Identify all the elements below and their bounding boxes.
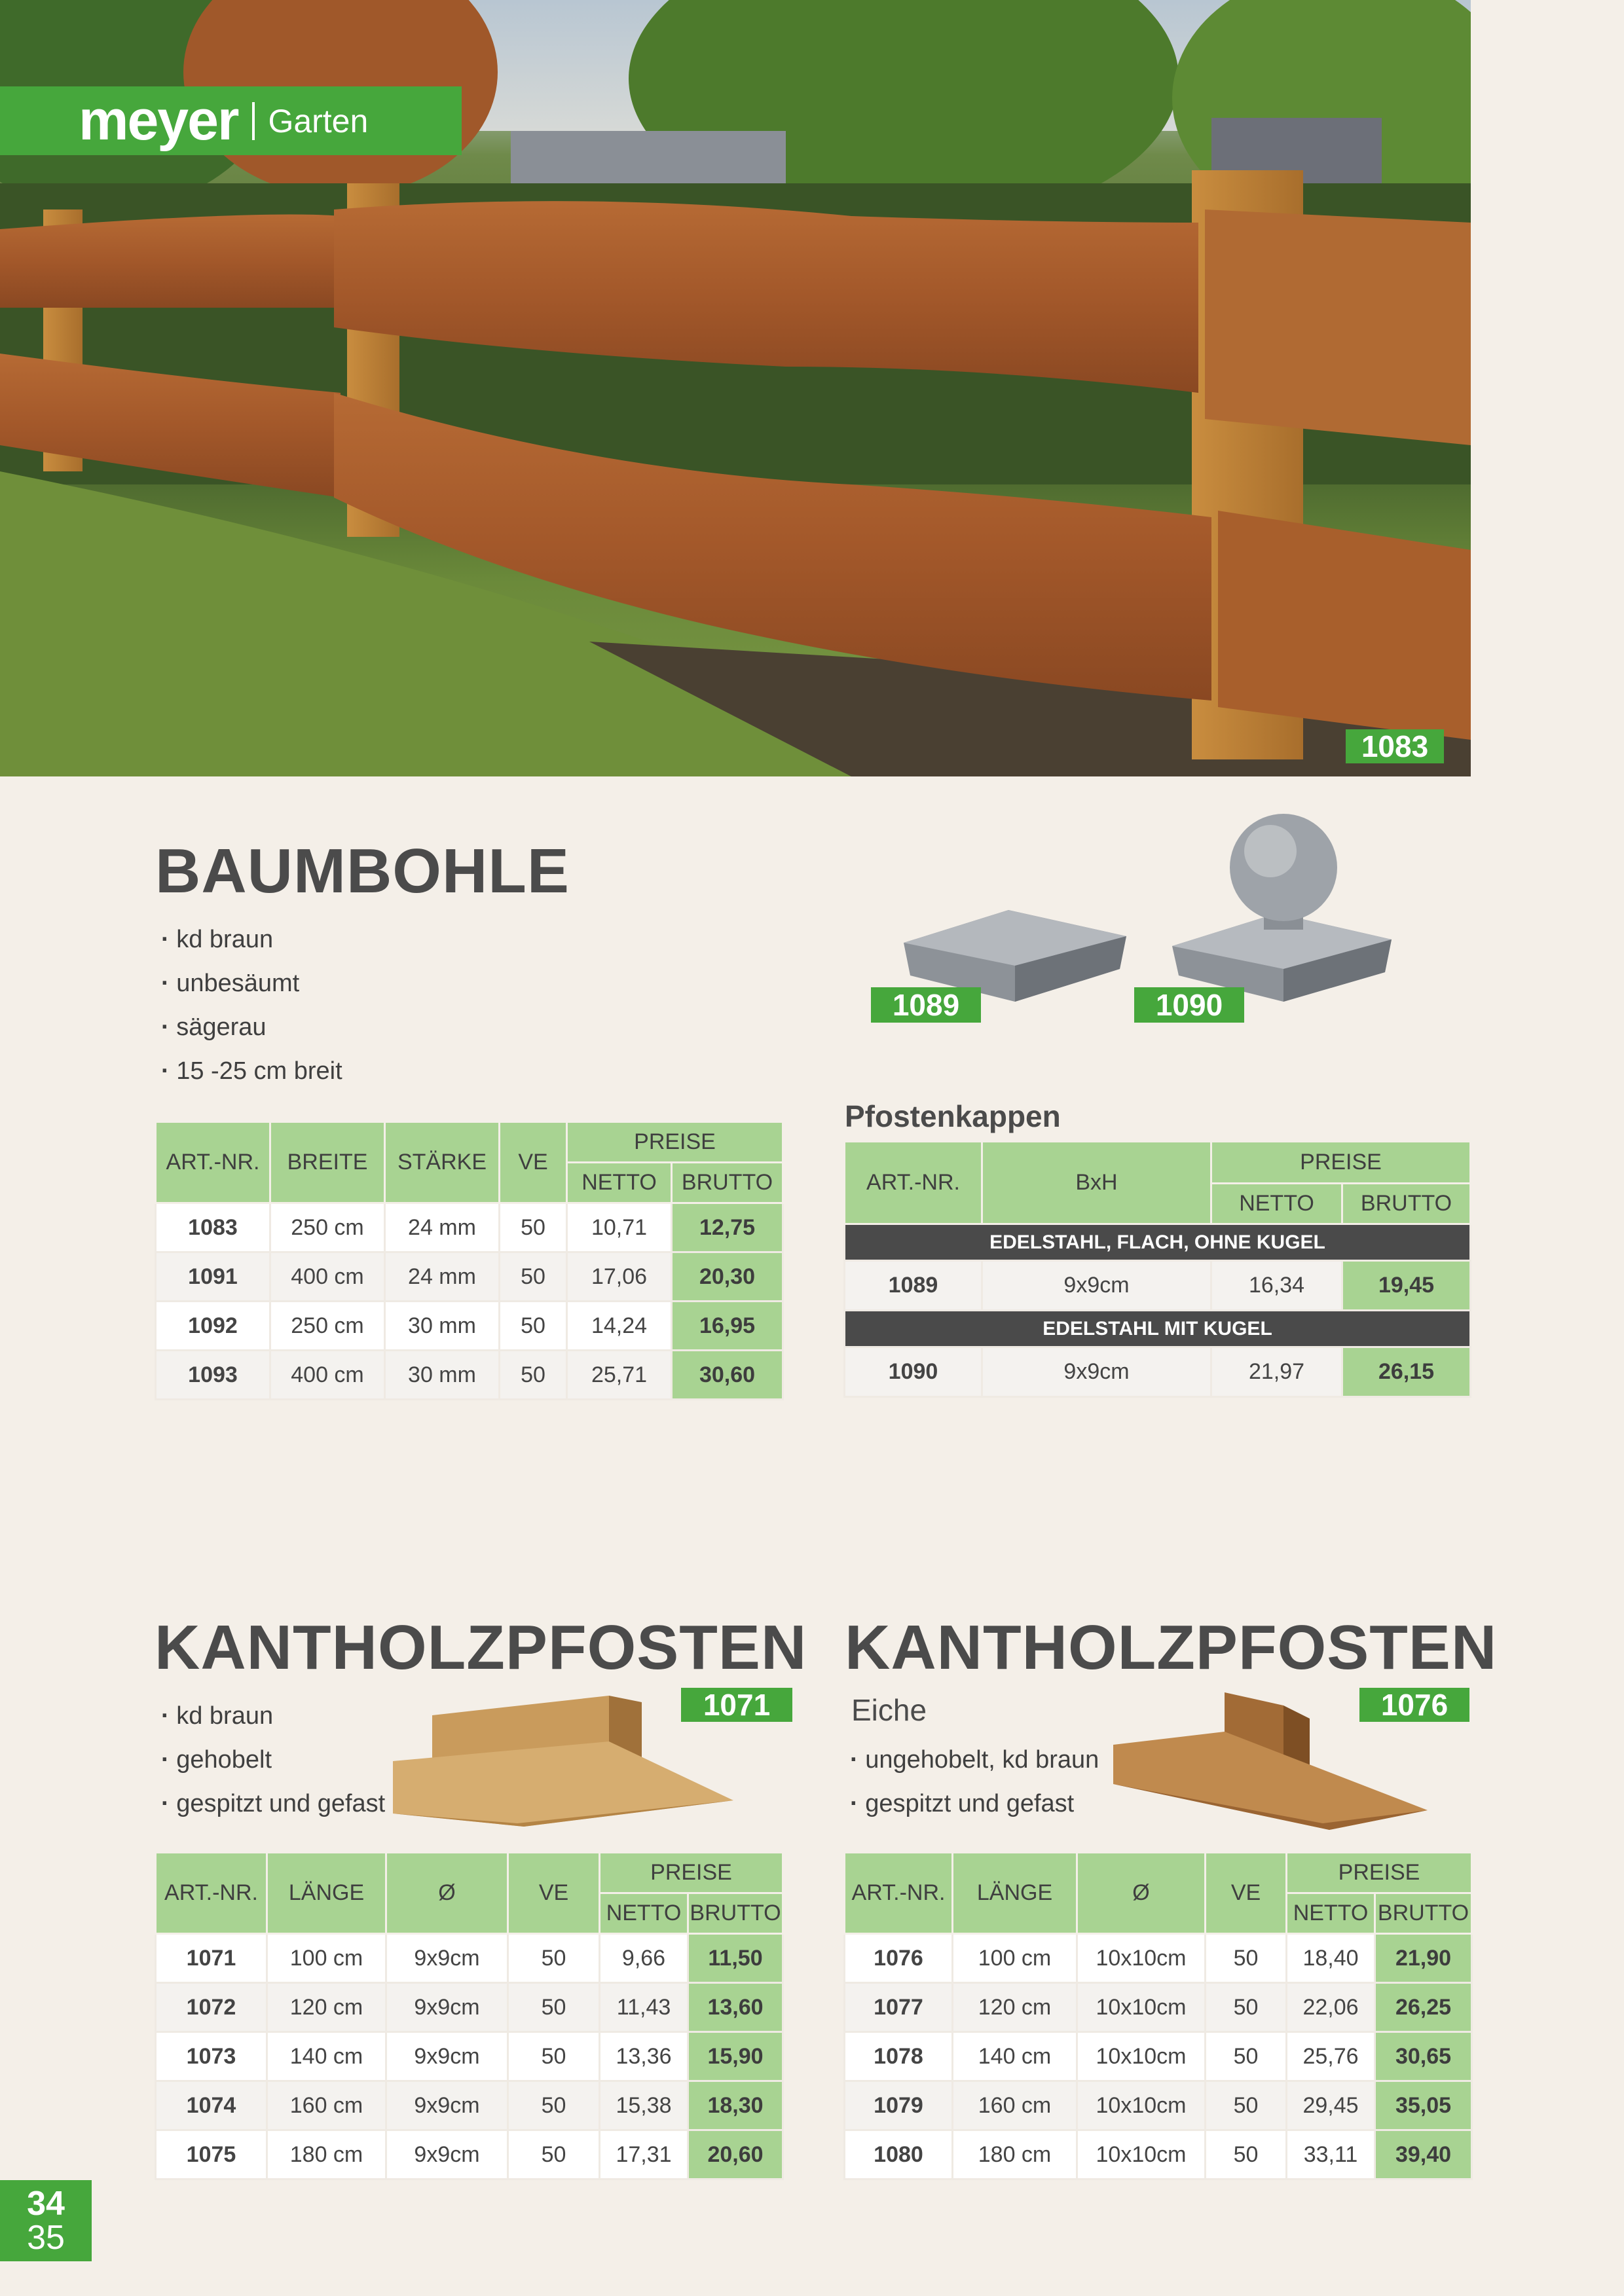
table-row: [845, 1347, 1471, 1397]
cell-netto: 25,76: [1287, 2032, 1375, 2081]
kantholz-eiche-title: KANTHOLZPFOSTEN: [845, 1613, 1498, 1683]
cell-durchmesser: 9x9cm: [386, 1983, 508, 2032]
feature-item: · gespitzt und gefast: [161, 1782, 385, 1826]
kantholz-eiche-price-table: [843, 1851, 1473, 2180]
cell-art-nr: 1089: [845, 1261, 982, 1311]
group-row: [845, 1311, 1471, 1347]
cell-durchmesser: 9x9cm: [386, 1934, 508, 1983]
cell-brutto: 19,45: [1342, 1261, 1471, 1311]
cell-ve: 50: [1206, 1934, 1287, 1983]
cell-durchmesser: 9x9cm: [386, 2081, 508, 2130]
cell-ve: 50: [508, 2032, 600, 2081]
cell-brutto: 30,60: [672, 1351, 783, 1400]
cell-laenge: 100 cm: [267, 1934, 386, 1983]
cell-art-nr: 1092: [156, 1302, 270, 1351]
cell-brutto: 35,05: [1375, 2081, 1472, 2130]
cell-laenge: 140 cm: [953, 2032, 1077, 2081]
cell-laenge: 140 cm: [267, 2032, 386, 2081]
baumbohle-features: [161, 918, 342, 1093]
table-row: [845, 2130, 1472, 2179]
cell-laenge: 120 cm: [267, 1983, 386, 2032]
cell-laenge: 180 cm: [953, 2130, 1077, 2179]
cell-ve: 50: [500, 1351, 567, 1400]
table-row: [156, 2130, 783, 2179]
page-number-right: 35: [27, 2219, 65, 2257]
cell-laenge: 180 cm: [267, 2130, 386, 2179]
post-cap-ball-image: [1166, 809, 1395, 1005]
cell-breite: 400 cm: [270, 1351, 385, 1400]
kantholz-title: KANTHOLZPFOSTEN: [155, 1613, 807, 1683]
cell-art-nr: 1072: [156, 1983, 267, 2032]
col-art-nr: ART.-NR.: [156, 1853, 267, 1934]
cell-durchmesser: 10x10cm: [1077, 1983, 1206, 2032]
col-netto: NETTO: [567, 1163, 672, 1203]
feature-item: · sägerau: [161, 1006, 342, 1049]
cell-art-nr: 1075: [156, 2130, 267, 2179]
col-preise: PREISE: [1211, 1142, 1471, 1184]
cell-ve: 50: [1206, 2130, 1287, 2179]
table-row: [156, 1934, 783, 1983]
col-ve: VE: [500, 1122, 567, 1203]
col-brutto: BRUTTO: [1342, 1184, 1471, 1224]
article-badge-1090: 1090: [1134, 987, 1244, 1023]
kantholz-eiche-subtitle: Eiche: [851, 1693, 927, 1727]
feature-item: · unbesäumt: [161, 962, 342, 1006]
col-durchmesser: Ø: [1077, 1853, 1206, 1934]
cell-laenge: 100 cm: [953, 1934, 1077, 1983]
cell-ve: 50: [500, 1302, 567, 1351]
cell-art-nr: 1091: [156, 1252, 270, 1302]
col-laenge: LÄNGE: [953, 1853, 1077, 1934]
cell-brutto: 15,90: [688, 2032, 783, 2081]
col-breite: BREITE: [270, 1122, 385, 1203]
cell-brutto: 16,95: [672, 1302, 783, 1351]
feature-item: · kd braun: [161, 918, 342, 962]
kantholz-features: [161, 1694, 385, 1826]
brand-separator: [252, 102, 255, 140]
cell-netto: 18,40: [1287, 1934, 1375, 1983]
group-label: EDELSTAHL MIT KUGEL: [845, 1311, 1471, 1347]
cell-durchmesser: 10x10cm: [1077, 2032, 1206, 2081]
col-staerke: STÄRKE: [385, 1122, 500, 1203]
cell-durchmesser: 10x10cm: [1077, 2081, 1206, 2130]
cell-art-nr: 1079: [845, 2081, 953, 2130]
cell-art-nr: 1077: [845, 1983, 953, 2032]
cell-staerke: 30 mm: [385, 1302, 500, 1351]
cell-breite: 250 cm: [270, 1203, 385, 1252]
cell-netto: 13,36: [600, 2032, 688, 2081]
cell-staerke: 24 mm: [385, 1203, 500, 1252]
pfostenkappen-price-table: [843, 1140, 1471, 1398]
brand-section: Garten: [268, 102, 369, 139]
article-badge-1076: 1076: [1359, 1688, 1469, 1722]
cell-brutto: 13,60: [688, 1983, 783, 2032]
cell-brutto: 26,15: [1342, 1347, 1471, 1397]
cell-laenge: 160 cm: [267, 2081, 386, 2130]
cell-art-nr: 1080: [845, 2130, 953, 2179]
cell-art-nr: 1073: [156, 2032, 267, 2081]
col-netto: NETTO: [600, 1893, 688, 1934]
table-row: [156, 2081, 783, 2130]
table-row: [156, 1203, 783, 1252]
cell-durchmesser: 9x9cm: [386, 2032, 508, 2081]
table-row: [845, 1261, 1471, 1311]
cell-netto: 16,34: [1211, 1261, 1342, 1311]
cell-art-nr: 1078: [845, 2032, 953, 2081]
cell-netto: 17,31: [600, 2130, 688, 2179]
cell-art-nr: 1090: [845, 1347, 982, 1397]
cell-bxh: 9x9cm: [982, 1347, 1211, 1397]
col-ve: VE: [1206, 1853, 1287, 1934]
feature-item: · gehobelt: [161, 1738, 385, 1782]
col-art-nr: ART.-NR.: [845, 1142, 982, 1224]
col-preise: PREISE: [600, 1853, 783, 1893]
cell-ve: 50: [1206, 1983, 1287, 2032]
col-brutto: BRUTTO: [688, 1893, 783, 1934]
cell-netto: 17,06: [567, 1252, 672, 1302]
col-laenge: LÄNGE: [267, 1853, 386, 1934]
cell-brutto: 11,50: [688, 1934, 783, 1983]
col-netto: NETTO: [1287, 1893, 1375, 1934]
cell-brutto: 20,30: [672, 1252, 783, 1302]
cell-durchmesser: 10x10cm: [1077, 2130, 1206, 2179]
cell-durchmesser: 10x10cm: [1077, 1934, 1206, 1983]
cell-brutto: 39,40: [1375, 2130, 1472, 2179]
article-badge-1089: 1089: [871, 987, 981, 1023]
baumbohle-price-table: [155, 1121, 784, 1400]
cell-art-nr: 1071: [156, 1934, 267, 1983]
hero-article-badge: 1083: [1346, 729, 1444, 763]
cell-netto: 9,66: [600, 1934, 688, 1983]
cell-ve: 50: [1206, 2081, 1287, 2130]
cell-netto: 29,45: [1287, 2081, 1375, 2130]
brand-logo: meyer: [79, 89, 238, 152]
cell-netto: 22,06: [1287, 1983, 1375, 2032]
feature-item: · kd braun: [161, 1694, 385, 1738]
kantholz-eiche-features: [850, 1738, 1099, 1826]
cell-ve: 50: [500, 1203, 567, 1252]
table-row: [156, 2032, 783, 2081]
feature-item: · 15 -25 cm breit: [161, 1049, 342, 1093]
col-preise: PREISE: [567, 1122, 783, 1163]
cell-brutto: 21,90: [1375, 1934, 1472, 1983]
kantholz-post-image: [393, 1689, 740, 1827]
pfostenkappen-title: Pfostenkappen: [845, 1099, 1061, 1133]
cell-breite: 400 cm: [270, 1252, 385, 1302]
kantholz-eiche-post-image: [1113, 1692, 1434, 1830]
table-row: [156, 1302, 783, 1351]
col-art-nr: ART.-NR.: [156, 1122, 270, 1203]
brand-banner: [0, 86, 462, 155]
page-number: [0, 2180, 92, 2261]
cell-ve: 50: [508, 2081, 600, 2130]
group-label: EDELSTAHL, FLACH, OHNE KUGEL: [845, 1224, 1471, 1261]
col-brutto: BRUTTO: [1375, 1893, 1472, 1934]
cell-netto: 11,43: [600, 1983, 688, 2032]
cell-netto: 33,11: [1287, 2130, 1375, 2179]
table-row: [845, 2032, 1472, 2081]
group-row: [845, 1224, 1471, 1261]
cell-ve: 50: [508, 1934, 600, 1983]
cell-art-nr: 1076: [845, 1934, 953, 1983]
cell-brutto: 18,30: [688, 2081, 783, 2130]
feature-item: · gespitzt und gefast: [850, 1782, 1099, 1826]
kantholz-price-table: [155, 1851, 784, 2180]
feature-item: · ungehobelt, kd braun: [850, 1738, 1099, 1782]
cell-durchmesser: 9x9cm: [386, 2130, 508, 2179]
cell-brutto: 12,75: [672, 1203, 783, 1252]
col-preise: PREISE: [1287, 1853, 1472, 1893]
table-row: [845, 2081, 1472, 2130]
cell-netto: 10,71: [567, 1203, 672, 1252]
col-ve: VE: [508, 1853, 600, 1934]
cell-ve: 50: [500, 1252, 567, 1302]
article-badge-1071: 1071: [681, 1688, 792, 1722]
cell-netto: 14,24: [567, 1302, 672, 1351]
cell-ve: 50: [508, 2130, 600, 2179]
cell-bxh: 9x9cm: [982, 1261, 1211, 1311]
cell-netto: 15,38: [600, 2081, 688, 2130]
cell-netto: 21,97: [1211, 1347, 1342, 1397]
cell-art-nr: 1074: [156, 2081, 267, 2130]
cell-laenge: 120 cm: [953, 1983, 1077, 2032]
cell-ve: 50: [1206, 2032, 1287, 2081]
table-row: [156, 1252, 783, 1302]
cell-brutto: 26,25: [1375, 1983, 1472, 2032]
cell-breite: 250 cm: [270, 1302, 385, 1351]
cell-staerke: 24 mm: [385, 1252, 500, 1302]
col-bxh: BxH: [982, 1142, 1211, 1224]
table-row: [845, 1934, 1472, 1983]
page-number-left: 34: [27, 2185, 65, 2223]
cell-art-nr: 1083: [156, 1203, 270, 1252]
cell-laenge: 160 cm: [953, 2081, 1077, 2130]
cell-netto: 25,71: [567, 1351, 672, 1400]
col-durchmesser: Ø: [386, 1853, 508, 1934]
cell-art-nr: 1093: [156, 1351, 270, 1400]
table-row: [156, 1983, 783, 2032]
table-row: [845, 1983, 1472, 2032]
baumbohle-title: BAUMBOHLE: [155, 836, 570, 906]
cell-staerke: 30 mm: [385, 1351, 500, 1400]
col-art-nr: ART.-NR.: [845, 1853, 953, 1934]
col-brutto: BRUTTO: [672, 1163, 783, 1203]
cell-ve: 50: [508, 1983, 600, 2032]
col-netto: NETTO: [1211, 1184, 1342, 1224]
cell-brutto: 30,65: [1375, 2032, 1472, 2081]
cell-brutto: 20,60: [688, 2130, 783, 2179]
table-row: [156, 1351, 783, 1400]
